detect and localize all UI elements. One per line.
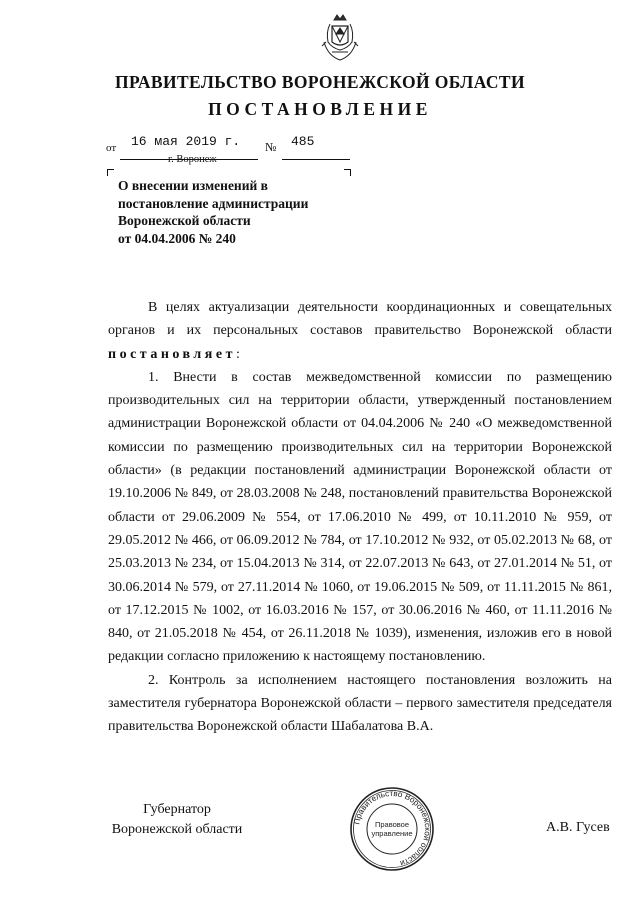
date-prefix: от	[106, 142, 117, 154]
subject-bracket-right	[344, 169, 351, 176]
item-1-paragraph: 1. Внести в состав межведомственной комиссии по размещению производительных сил на территории области, утвержденный постановлением администрации Воронежской области от 04.04.2006 № 240 «О межведомственной комиссии по размещению производительных сил на территории Воронежской области» (в редакции постановлений администрации Воронежской области от 19.10.2006 № 849, от 28.03.2008 № 248, постановлений правительства Воронежской области от 29.06.2009 № 554, от 17.06.2010 № 499, от 10.11.2010 № 959, от 29.05.2012 № 466, от 06.09.2012 № 784, от 17.10.2012 № 932, от 05.02.2013 № 68, от 25.03.2013 № 234, от 15.04.2013 № 314, от 22.07.2013 № 643, от 27.01.2014 № 51, от 30.06.2014 № 579, от 27.11.2014 № 1060, от 19.06.2015 № 509, от 11.11.2015 № 861, от 17.12.2015 № 1002, от 16.03.2016 № 157, от 30.06.2016 № 460, от 11.11.2016 № 840, от 21.05.2018 № 454, от 26.11.2018 № 1039), изменения, изложив его в новой редакции согласно приложению к настоящему постановлению.	[108, 369, 612, 665]
coat-of-arms-icon	[318, 12, 362, 66]
stamp-center-line: управление	[371, 829, 413, 838]
subject-line: постановление администрации	[118, 195, 309, 211]
organization-title: ПРАВИТЕЛЬСТВО ВОРОНЕЖСКОЙ ОБЛАСТИ	[114, 72, 526, 92]
signatory-title	[108, 800, 246, 840]
document-date: 16 мая 2019 г.	[131, 134, 241, 149]
document-subject	[118, 177, 358, 247]
subject-bracket-left	[107, 169, 114, 176]
signatory-title-line: Воронежской области	[111, 822, 243, 837]
preamble-paragraph	[108, 296, 612, 366]
stamp-center-line: Правовое	[374, 820, 410, 829]
preamble-text: В целях актуализации деятельности координационных и совещательных органов и их персональных составов правительство Воронежской области	[108, 300, 612, 339]
number-prefix: №	[265, 140, 277, 154]
subject-line: от 04.04.2006 № 240	[118, 230, 236, 246]
subject-line: Воронежской области	[118, 213, 251, 228]
document-type: ПОСТАНОВЛЕНИЕ	[208, 99, 432, 119]
resolve-colon: :	[235, 346, 240, 362]
document-number: 485	[291, 134, 315, 149]
subject-line: О внесении изменений в	[118, 178, 268, 193]
item-2-paragraph: 2. Контроль за исполнением настоящего постановления возложить на заместителя губернатора Воронежской области – первого заместителя председателя правительства Воронежской области Шабалатова В.А.	[108, 672, 612, 735]
signatory-name: А.В. Гусев	[546, 820, 610, 835]
stamp-ring-text: Правительство Воронежской области	[352, 788, 433, 868]
document-body	[108, 296, 612, 739]
city: г. Воронеж	[168, 154, 217, 165]
signatory-title-line: Губернатор	[143, 802, 211, 817]
legal-department-stamp	[349, 786, 435, 872]
resolve-word: постановляет	[108, 346, 236, 362]
